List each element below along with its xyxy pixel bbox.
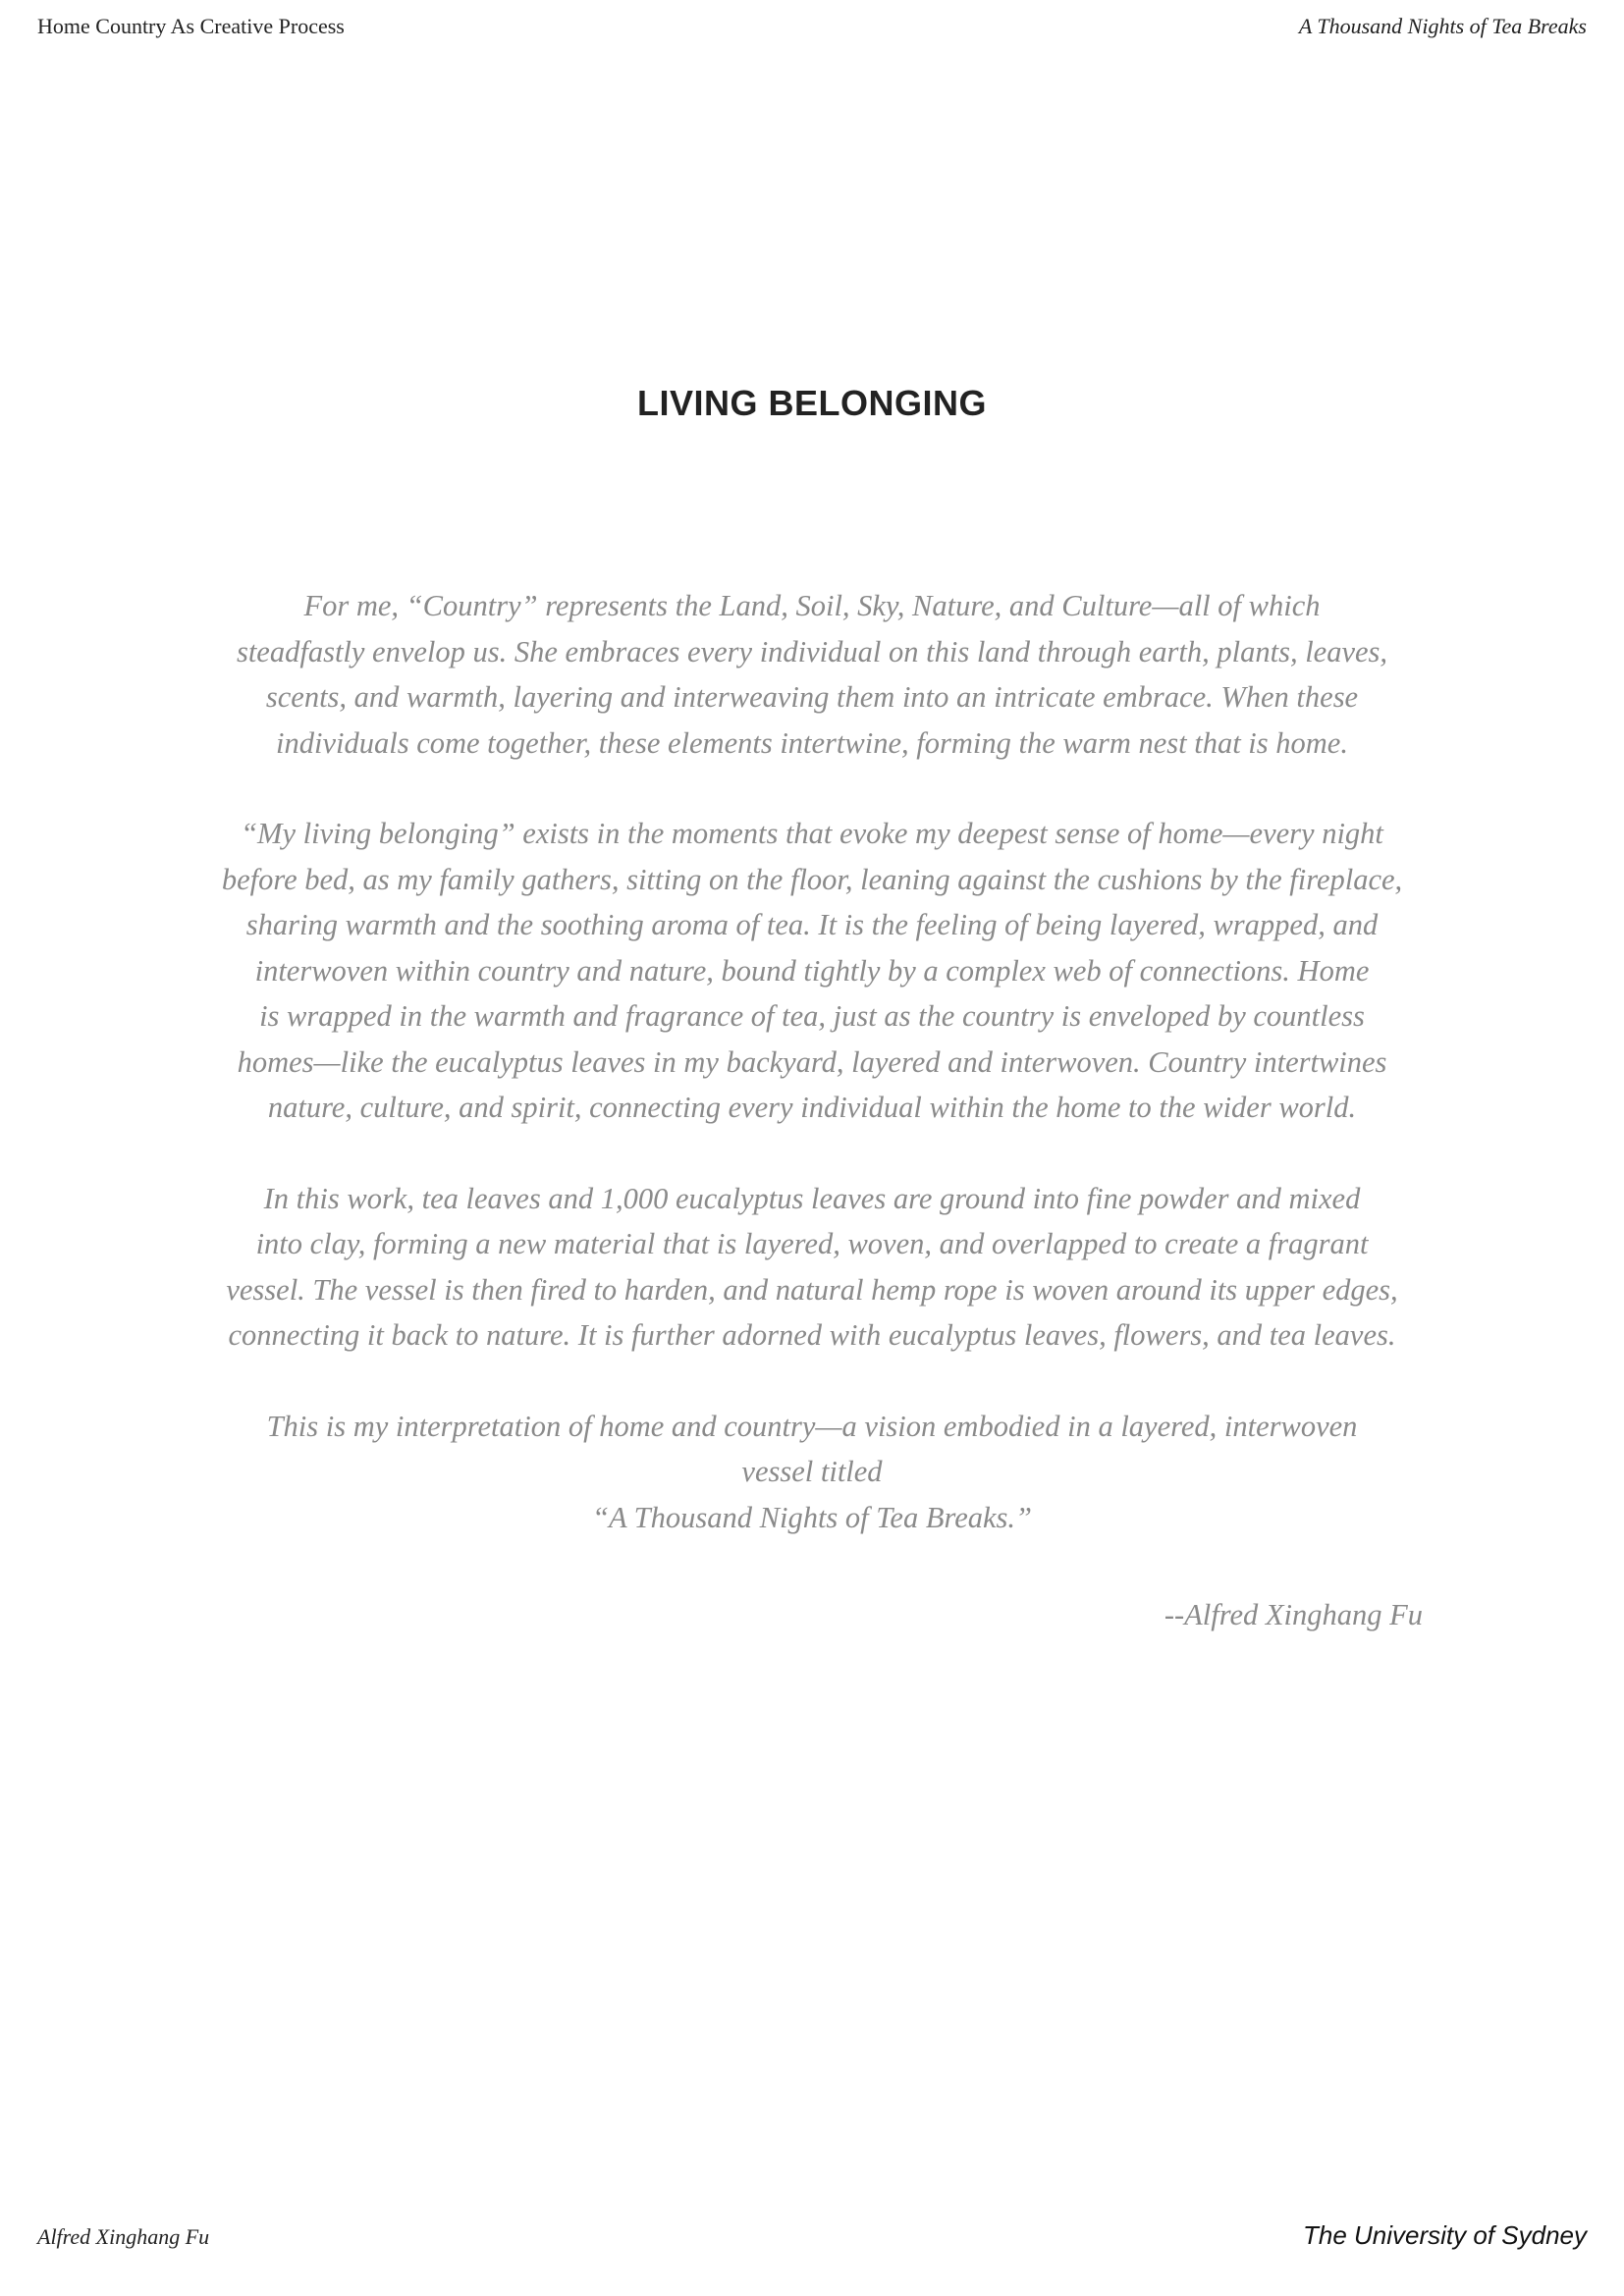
text-line: scents, and warmth, layering and interweaving them into an intricate embrace. When these bbox=[265, 680, 1359, 714]
text-line: In this work, tea leaves and 1,000 eucalyptus leaves are ground into fine powder and mixed bbox=[263, 1181, 1361, 1215]
running-header-right: A Thousand Nights of Tea Breaks bbox=[1298, 14, 1587, 38]
text-line: nature, culture, and spirit, connecting every individual within the home to the wider world. bbox=[267, 1091, 1357, 1124]
text-line: interwoven within country and nature, bound tightly by a complex web of connections. Home bbox=[254, 953, 1370, 988]
paragraph-interpretation bbox=[196, 1404, 1428, 1541]
paragraph-country bbox=[196, 583, 1428, 766]
author-signature: --Alfred Xinghang Fu bbox=[1164, 1598, 1423, 1631]
running-footer-right: The University of Sydney bbox=[1302, 2220, 1587, 2250]
body-text bbox=[196, 583, 1428, 1585]
text-line: sharing warmth and the soothing aroma of tea. It is the feeling of being layered, wrapped, and bbox=[245, 908, 1379, 941]
text-line: vessel titled bbox=[741, 1455, 883, 1488]
text-line: “A Thousand Nights of Tea Breaks.” bbox=[592, 1500, 1032, 1534]
text-line: For me, “Country” represents the Land, Soil, Sky, Nature, and Culture—all of which bbox=[303, 589, 1321, 622]
running-footer-left: Alfred Xinghang Fu bbox=[37, 2224, 210, 2249]
text-line: into clay, forming a new material that is layered, woven, and overlapped to create a fragrant bbox=[255, 1227, 1369, 1260]
text-line: before bed, as my family gathers, sitting on the floor, leaning against the cushions by the fireplace, bbox=[221, 862, 1403, 896]
text-line: “My living belonging” exists in the moments that evoke my deepest sense of home—every night bbox=[241, 817, 1383, 850]
text-line: connecting it back to nature. It is further adorned with eucalyptus leaves, flowers, and tea leaves. bbox=[228, 1318, 1396, 1352]
running-header-left: Home Country As Creative Process bbox=[37, 14, 345, 38]
text-line: homes—like the eucalyptus leaves in my backyard, layered and interwoven. Country intertwines bbox=[237, 1044, 1387, 1079]
paragraph-work bbox=[196, 1176, 1428, 1359]
text-line: individuals come together, these elements intertwine, forming the warm nest that is home. bbox=[276, 725, 1348, 760]
paragraph-living-belonging bbox=[196, 811, 1428, 1131]
text-line: steadfastly envelop us. She embraces every individual on this land through earth, plants, leaves, bbox=[236, 634, 1388, 668]
page-title: LIVING BELONGING bbox=[636, 383, 987, 423]
text-line: is wrapped in the warmth and fragrance of tea, just as the country is enveloped by countless bbox=[259, 999, 1365, 1033]
text-line: This is my interpretation of home and country—a vision embodied in a layered, interwoven bbox=[266, 1409, 1358, 1443]
text-line: vessel. The vessel is then fired to harden, and natural hemp rope is woven around its upper edges, bbox=[226, 1272, 1398, 1307]
